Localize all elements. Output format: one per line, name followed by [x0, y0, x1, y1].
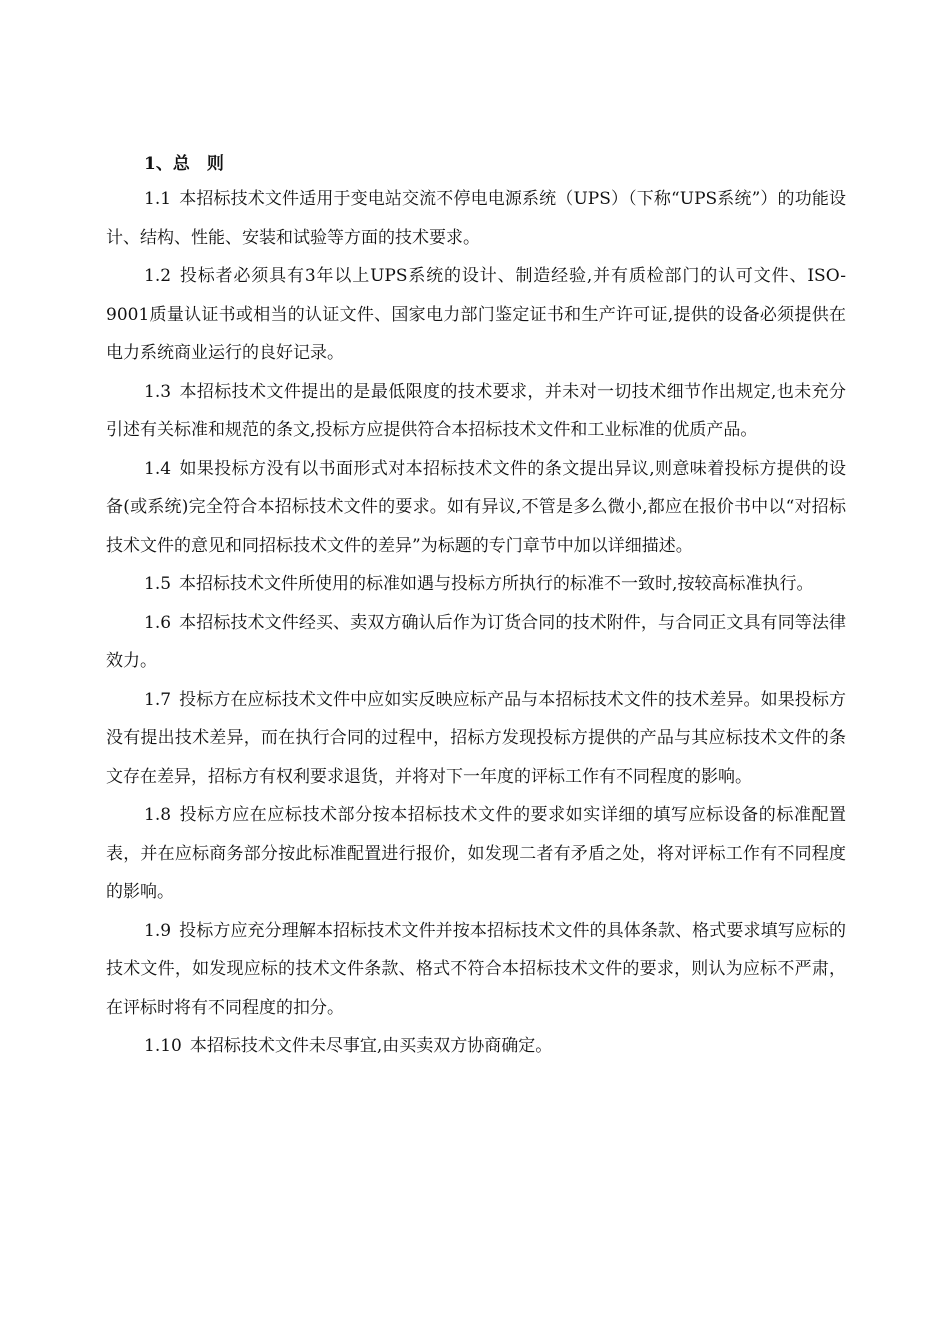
paragraph-1-8	[106, 796, 846, 912]
clause-text: 投标方在应标技术文件中应如实反映应标产品与本招标技术文件的技术差异。如果投标方没有提出技术差异，而在执行合同的过程中，招标方发现投标方提供的产品与其应标技术文件的条文存在差异，招标方有权利要求退货，并将对下一年度的评标工作有不同程度的影响。	[106, 689, 846, 787]
clause-number: 1.6	[144, 612, 172, 633]
clause-text: 本招标技术文件经买、卖双方确认后作为订货合同的技术附件，与合同正文具有同等法律效力。	[106, 612, 846, 671]
paragraph-1-1	[106, 180, 846, 257]
clause-number: 1.4	[144, 458, 172, 479]
paragraph-1-4	[106, 450, 846, 566]
clause-text: 本招标技术文件所使用的标准如遇与投标方所执行的标准不一致时,按较高标准执行。	[179, 574, 814, 594]
clause-text: 本招标技术文件适用于变电站交流不停电电源系统（UPS）（下称“UPS系统”）的功能设计、结构、性能、安装和试验等方面的技术要求。	[106, 189, 846, 248]
clause-number: 1.7	[144, 689, 172, 710]
clause-text: 投标者必须具有3年以上UPS系统的设计、制造经验,并有质检部门的认可文件、ISO-9001质量认证书或相当的认证文件、国家电力部门鉴定证书和生产许可证,提供的设备必须提供在电力系统商业运行的良好记录。	[106, 266, 846, 363]
section-heading: 1、总 则	[144, 154, 224, 174]
clause-number: 1.2	[144, 266, 172, 286]
clause-text: 本招标技术文件未尽事宜,由买卖双方协商确定。	[189, 1036, 553, 1056]
clause-number: 1.1	[144, 189, 172, 209]
clause-number: 1.10	[144, 1036, 182, 1056]
paragraph-1-5	[106, 565, 846, 604]
clause-text: 投标方应在应标技术部分按本招标技术文件的要求如实详细的填写应标设备的标准配置表，并在应标商务部分按此标准配置进行报价，如发现二者有矛盾之处，将对评标工作有不同程度的影响。	[106, 805, 846, 902]
clause-text: 如果投标方没有以书面形式对本招标技术文件的条文提出异议,则意味着投标方提供的设备(或系统)完全符合本招标技术文件的要求。如有异议,不管是多么微小,都应在报价书中以“对招标技术文件的意见和同招标技术文件的差异”为标题的专门章节中加以详细描述。	[106, 458, 846, 556]
clause-number: 1.5	[144, 574, 172, 594]
paragraph-1-10	[106, 1027, 846, 1066]
paragraph-1-2	[106, 257, 846, 373]
clause-number: 1.8	[144, 805, 172, 825]
document-page	[106, 148, 846, 1066]
paragraph-1-9	[106, 912, 846, 1028]
clause-text: 本招标技术文件提出的是最低限度的技术要求，并未对一切技术细节作出规定,也未充分引述有关标准和规范的条文,投标方应提供符合本招标技术文件和工业标准的优质产品。	[106, 381, 846, 440]
paragraph-1-6	[106, 604, 846, 681]
clause-text: 投标方应充分理解本招标技术文件并按本招标技术文件的具体条款、格式要求填写应标的技术文件，如发现应标的技术文件条款、格式不符合本招标技术文件的要求，则认为应标不严肃，在评标时将有不同程度的扣分。	[106, 920, 846, 1018]
clause-number: 1.9	[144, 920, 172, 941]
clause-number: 1.3	[144, 381, 172, 402]
paragraph-1-3	[106, 373, 846, 450]
paragraph-1-7	[106, 681, 846, 797]
